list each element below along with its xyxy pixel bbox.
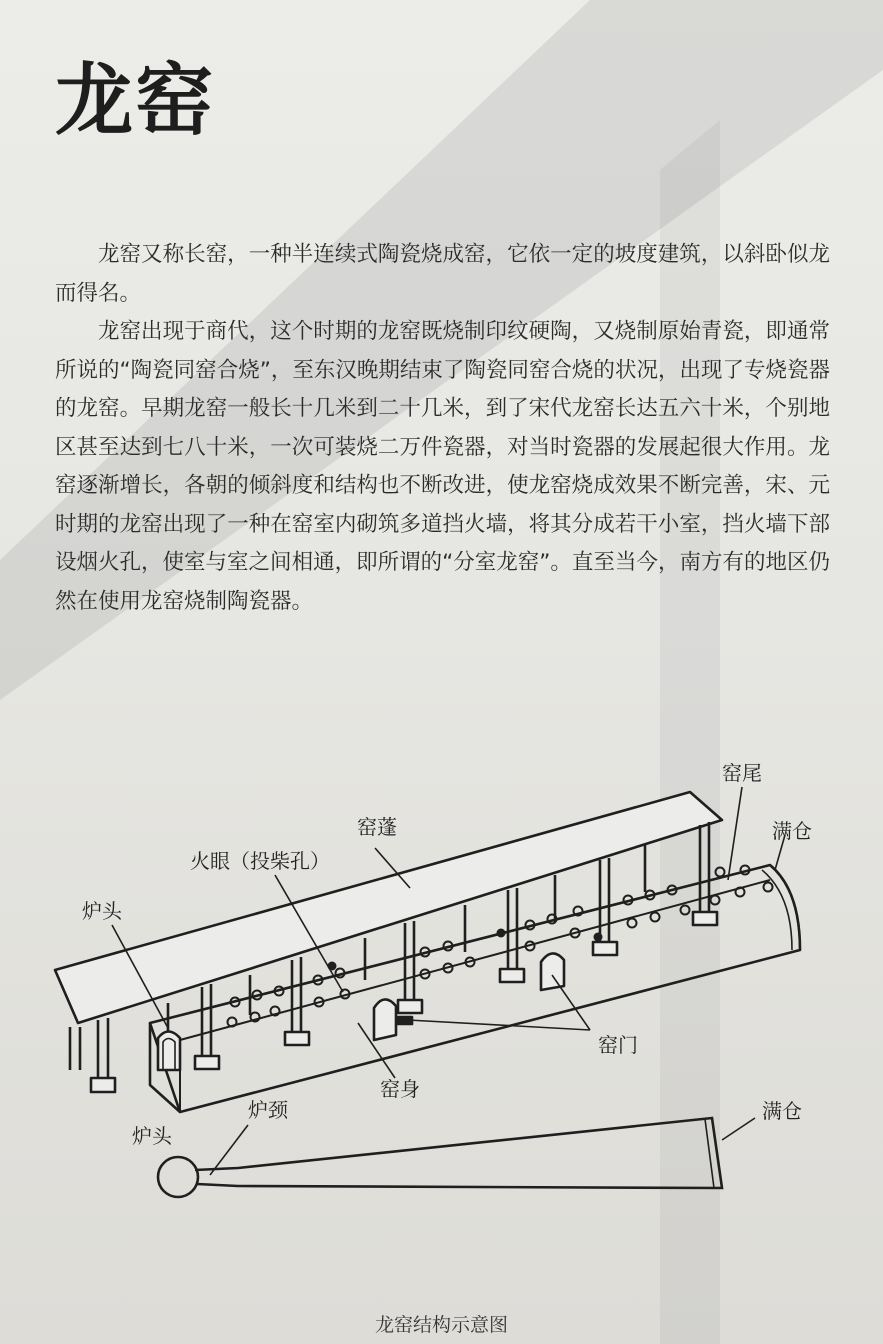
dragon-kiln-diagram xyxy=(0,740,883,1300)
label-kiln-roof: 窑蓬 xyxy=(357,815,397,839)
kiln-door-1 xyxy=(374,999,396,1040)
diagram-caption: 龙窑结构示意图 xyxy=(374,1314,508,1336)
kiln-plan-view xyxy=(158,1118,722,1197)
kiln-body-shape xyxy=(150,865,800,1112)
label-full-chamber-top: 满仓 xyxy=(772,819,812,843)
paragraph-1: 龙窑又称长窑，一种半连续式陶瓷烧成窑，它依一定的坡度建筑，以斜卧似龙而得名。 xyxy=(55,242,830,306)
label-furnace-head-top: 炉头 xyxy=(82,899,122,923)
label-kiln-door: 窑门 xyxy=(598,1033,638,1057)
label-full-chamber-bottom: 满仓 xyxy=(762,1099,802,1123)
label-kiln-tail: 窑尾 xyxy=(722,761,762,785)
label-furnace-head-bottom: 炉头 xyxy=(132,1124,172,1148)
description-text xyxy=(55,236,830,621)
furnace-head-door xyxy=(158,1032,180,1071)
label-fire-eye: 火眼（投柴孔） xyxy=(190,849,330,873)
kiln-door-2 xyxy=(541,953,564,990)
paragraph-2: 龙窑出现于商代，这个时期的龙窑既烧制印纹硬陶，又烧制原始青瓷，即通常所说的“陶瓷同窑合烧”，至东汉晚期结束了陶瓷同窑合烧的状况，出现了专烧瓷器的龙窑。早期龙窑一般长十几米到二十几米，到了宋代龙窑长达五六十米，个别地区甚至达到七八十米，一次可装烧二万件瓷器，对当时瓷器的发展起很大作用。龙窑逐渐增长，各朝的倾斜度和结构也不断改进，使龙窑烧成效果不断完善，宋、元时期的龙窑出现了一种在窑室内砌筑多道挡火墙，将其分成若干小室，挡火墙下部设烟火孔，使室与室之间相通，即所谓的“分室龙窑”。直至当今，南方有的地区仍然在使用龙窑烧制陶瓷器。 xyxy=(55,319,830,614)
label-kiln-body: 窑身 xyxy=(380,1077,420,1101)
label-furnace-neck: 炉颈 xyxy=(248,1098,288,1122)
page-title: 龙窑 xyxy=(55,56,216,146)
